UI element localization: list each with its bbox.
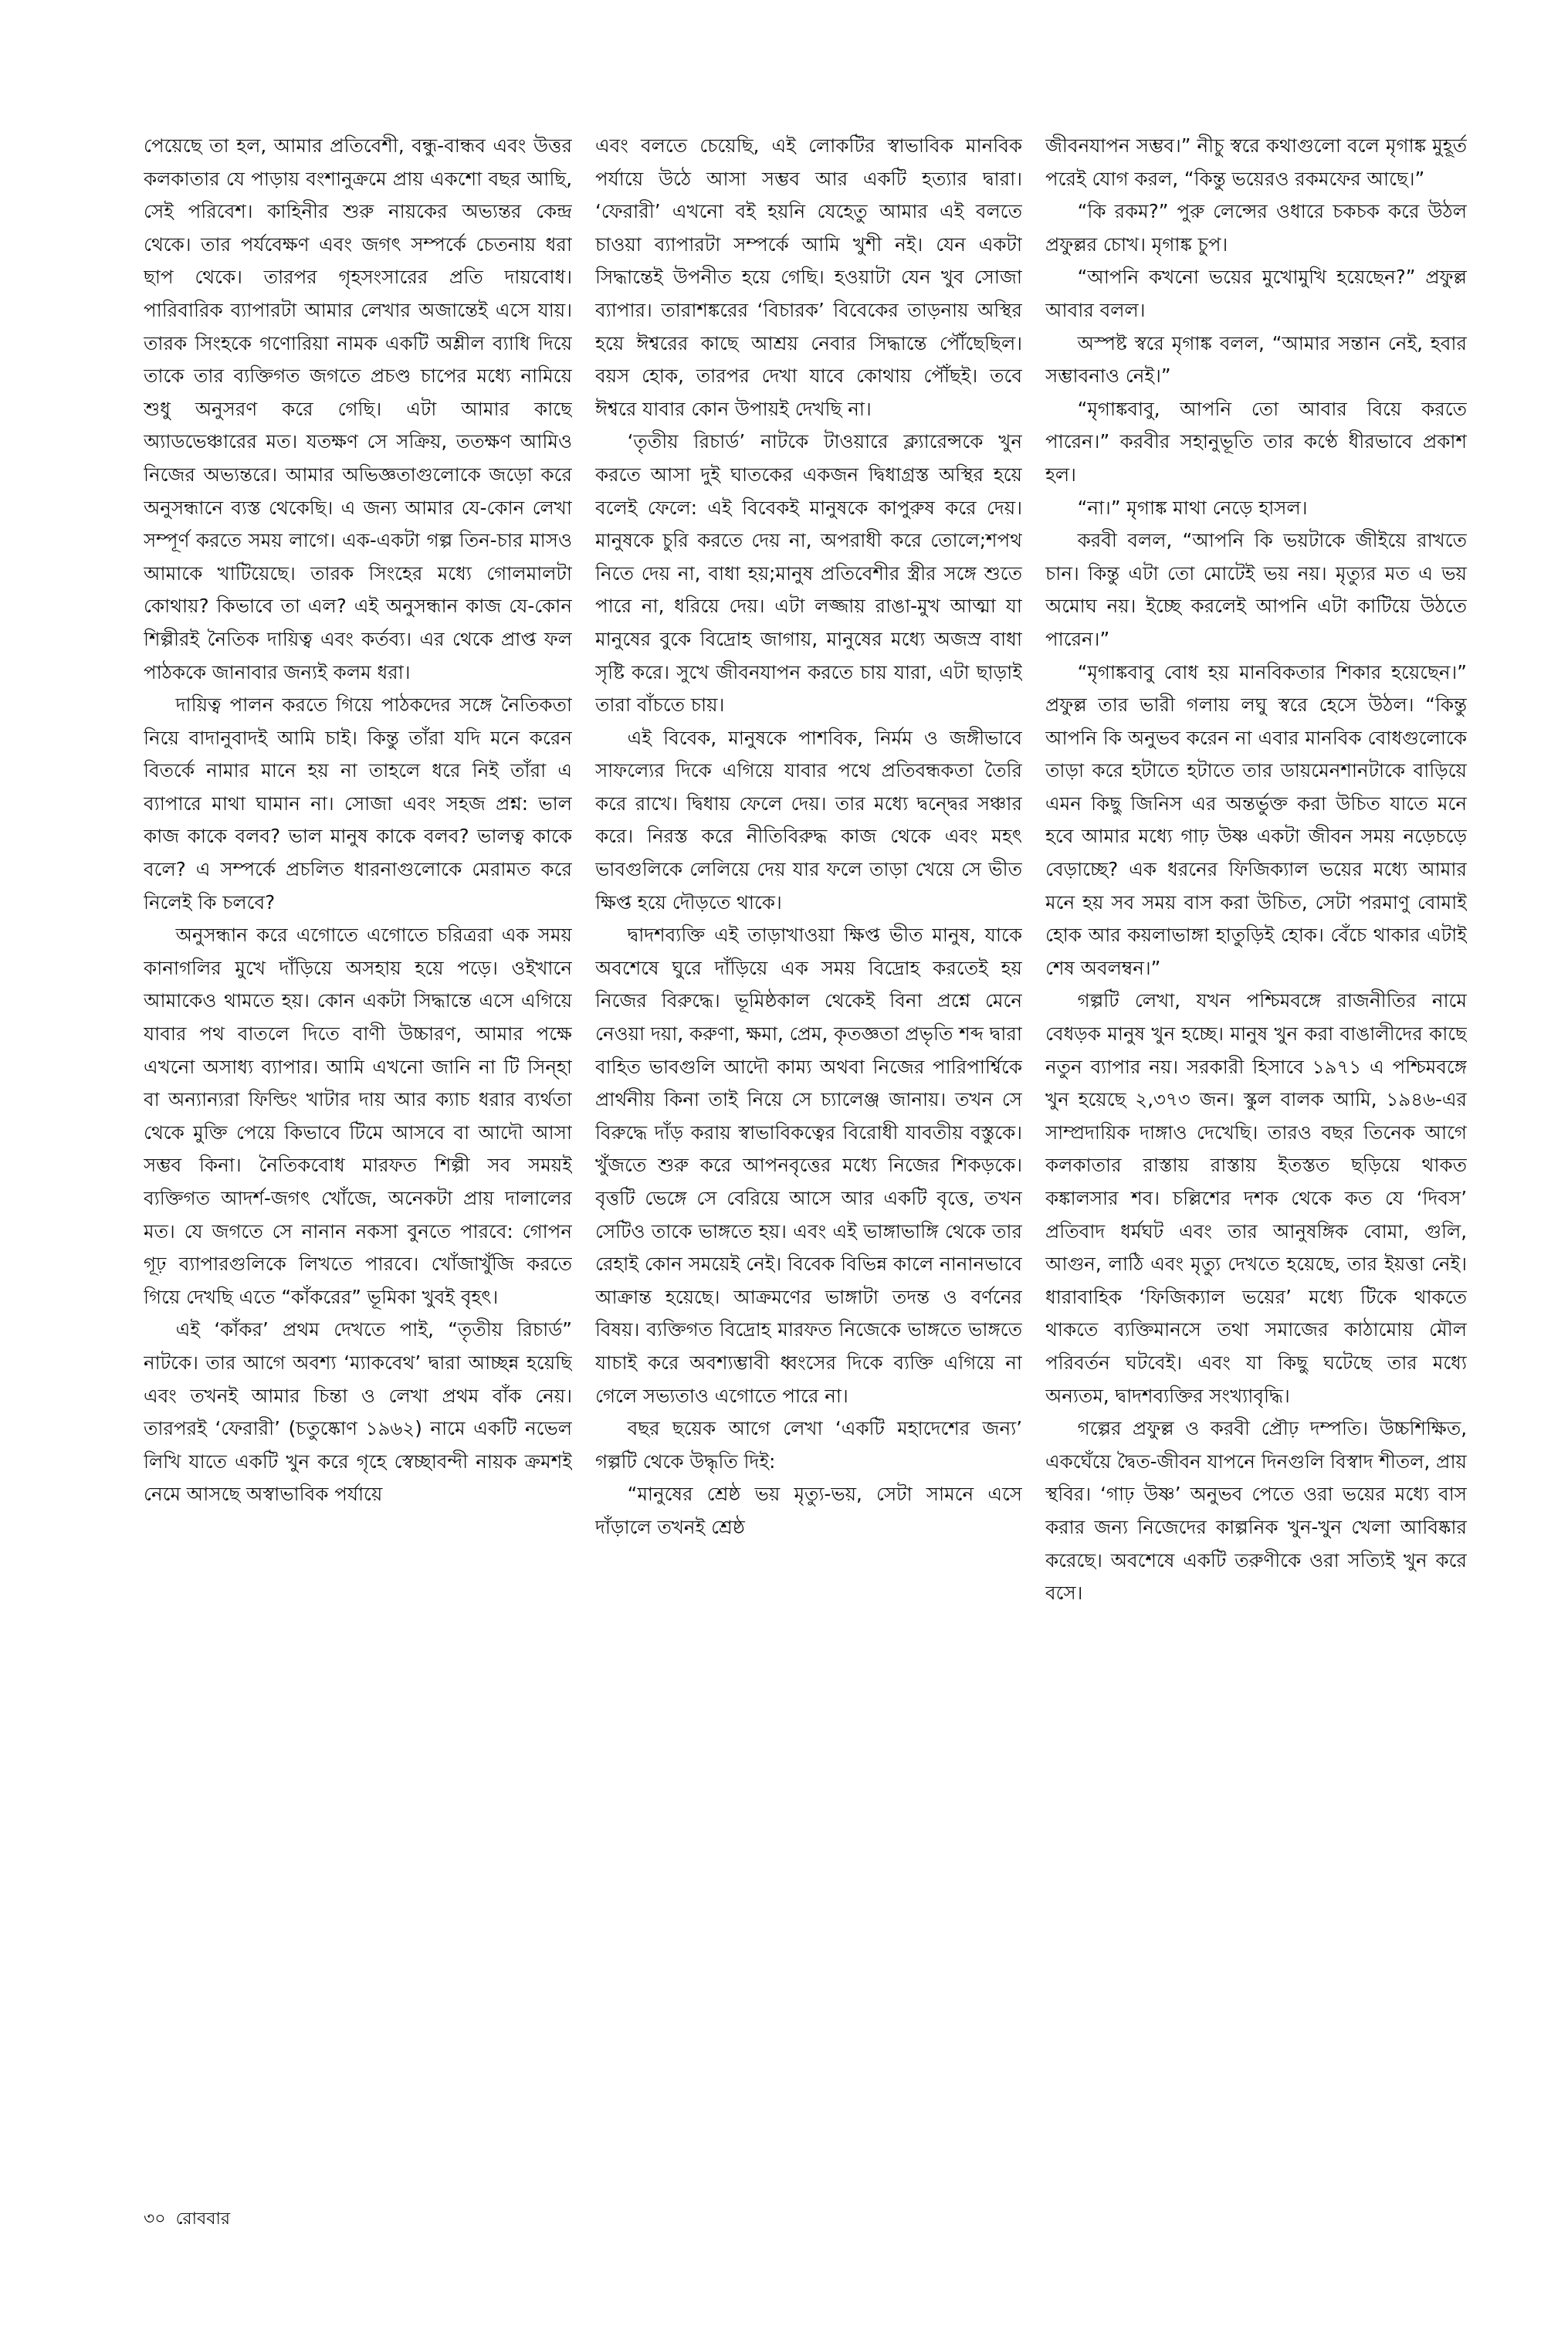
paragraph: গল্পটি লেখা, যখন পশ্চিমবঙ্গে রাজনীতির নামে বেধড়ক মানুষ খুন হচ্ছে। মানুষ খুন করা বাঙালীদের কাছে নতুন ব্যাপার নয়। সরকারী হিসাবে ১৯৭১ এ পশ্চিমবঙ্গে খুন হয়েছে ২,৩৭৩ জন। স্কুল বালক আমি, ১৯৪৬-এর সাম্প্রদায়িক দাঙ্গাও দেখেছি। তারও বছর তিনেক আগে কলকাতার রাস্তায় রাস্তায় ইতস্তত ছড়িয়ে থাকত কঙ্কালসার শব। চল্লিশের দশক থেকে কত যে ‘দিবস’ প্রতিবাদ ধর্মঘট এবং তার আনুষঙ্গিক বোমা, গুলি, আগুন, লাঠি এবং মৃত্যু দেখতে হয়েছে, তার ইয়ত্তা নেই। ধারাবাহিক ‘ফিজিক্যাল ভয়ের’ মধ্যে টিকে থাকতে থাকতে ব্যক্তিমানসে তথা সমাজের কাঠামোয় মৌল পরিবর্তন ঘটবেই। এবং যা কিছু ঘটেছে তার মধ্যে অন্যতম, দ্বাদশব্যক্তির সংখ্যাবৃদ্ধি। [1045, 989, 1467, 1407]
text-column-3 [1045, 130, 1467, 2114]
paragraph: এই ‘কাঁকর’ প্রথম দেখতে পাই, “তৃতীয় রিচার্ড” নাটকে। তার আগে অবশ্য ‘ম্যাকবেথ’ দ্বারা আচ্ছন্ন হয়েছি এবং তখনই আমার চিন্তা ও লেখা প্রথম বাঁক নেয়। তারপরই ‘ফেরারী’ (চতুষ্কোণ ১৯৬২) নামে একটি নভেল লিখি যাতে একটি খুন করে গৃহে স্বেচ্ছাবন্দী নায়ক ক্রমশই নেমে আসছে অস্বাভাবিক পর্যায়ে [144, 1318, 572, 1506]
paragraph: “মানুষের শ্রেষ্ঠ ভয় মৃত্যু-ভয়, সেটা সামনে এসে দাঁড়ালে তখনই শ্রেষ্ঠ [595, 1483, 1022, 1538]
paragraph: অনুসন্ধান করে এগোতে এগোতে চরিত্ররা এক সময় কানাগলির মুখে দাঁড়িয়ে অসহায় হয়ে পড়ে। ওইখানে আমাকেও থামতে হয়। কোন একটা সিদ্ধান্তে এসে এগিয়ে যাবার পথ বাতলে দিতে বাণী উচ্চারণ, আমার পক্ষে এখনো অসাধ্য ব্যাপার। আমি এখনো জানি না টি সিন্হা বা অন্যান্যরা ফিল্ডিং খাটার দায় আর ক্যাচ ধরার ব্যর্থতা থেকে মুক্তি পেয়ে কিভাবে টিমে আসবে বা আদৌ আসা সম্ভব কিনা। নৈতিকবোধ মারফত শিল্পী সব সময়ই ব্যক্তিগত আদর্শ-জগৎ খোঁজে, অনেকটা প্রায় দালালের মত। যে জগতে সে নানান নকসা বুনতে পারবে: গোপন গূঢ় ব্যাপারগুলিকে লিখতে পারবে। খোঁজাখুঁজি করতে গিয়ে দেখছি এতে “কাঁকরের” ভূমিকা খুবই বৃহৎ। [144, 924, 572, 1308]
page-folio [144, 2206, 235, 2234]
paragraph: দায়িত্ব পালন করতে গিয়ে পাঠকদের সঙ্গে নৈতিকতা নিয়ে বাদানুবাদই আমি চাই। কিন্তু তাঁরা যদি মনে করেন বিতর্কে নামার মানে হয় না তাহলে ধরে নিই তাঁরা এ ব্যাপারে মাথা ঘামান না। সোজা এবং সহজ প্রশ্ন: ভাল কাজ কাকে বলব? ভাল মানুষ কাকে বলব? ভালত্ব কাকে বলে? এ সম্পর্কে প্রচলিত ধারনাগুলোকে মেরামত করে নিলেই কি চলবে? [144, 693, 572, 914]
paragraph: “মৃগাঙ্কবাবু বোধ হয় মানবিকতার শিকার হয়েছেন।” প্রফুল্ল তার ভারী গলায় লঘু স্বরে হেসে উঠল। “কিন্তু আপনি কি অনুভব করেন না এবার মানবিক বোধগুলোকে তাড়া করে হটাতে হটাতে তার ডায়মেনশানটাকে বাড়িয়ে এমন কিছু জিনিস এর অন্তর্ভুক্ত করা উচিত যাতে মনে হবে আমার মধ্যে গাঢ় উষ্ণ একটা জীবন সময় নড়েচড়ে বেড়াচ্ছে? এক ধরনের ফিজিক্যাল ভয়ের মধ্যে আমার মনে হয় সব সময় বাস করা উচিত, সেটা পরমাণু বোমাই হোক আর কয়লাভাঙ্গা হাতুড়িই হোক। বেঁচে থাকার এটাই শেষ অবলম্বন।” [1045, 660, 1467, 979]
text-column-2 [595, 130, 1022, 2114]
magazine-name: রোববার [175, 2209, 230, 2229]
paragraph: “কি রকম?” পুরু লেন্সের ওধারে চকচক করে উঠল প্রফুল্লর চোখ। মৃগাঙ্ক চুপ। [1045, 200, 1467, 256]
paragraph: এই বিবেক, মানুষকে পাশবিক, নির্মম ও জঙ্গীভাবে সাফল্যের দিকে এগিয়ে যাবার পথে প্রতিবন্ধকতা তৈরি করে রাখে। দ্বিধায় ফেলে দেয়। তার মধ্যে দ্বন্দ্বের সঞ্চার করে। নিরস্ত করে নীতিবিরুদ্ধ কাজ থেকে এবং মহৎ ভাবগুলিকে লেলিয়ে দেয় যার ফলে তাড়া খেয়ে সে ভীত ক্ষিপ্ত হয়ে দৌড়তে থাকে। [595, 726, 1022, 914]
paragraph: “আপনি কখনো ভয়ের মুখোমুখি হয়েছেন?” প্রফুল্ল আবার বলল। [1045, 266, 1467, 321]
paragraph: করবী বলল, “আপনি কি ভয়টাকে জীইয়ে রাখতে চান। কিন্তু এটা তো মোটেই ভয় নয়। মৃত্যুর মত এ ভয় অমোঘ নয়। ইচ্ছে করলেই আপনি এটা কাটিয়ে উঠতে পারেন।” [1045, 529, 1467, 650]
paragraph: জীবনযাপন সম্ভব।” নীচু স্বরে কথাগুলো বলে মৃগাঙ্ক মুহূর্ত পরেই যোগ করল, “কিন্তু ভয়েরও রকমফের আছে।” [1045, 134, 1467, 190]
paragraph: গল্পের প্রফুল্ল ও করবী প্রৌঢ় দম্পতি। উচ্চশিক্ষিত, একঘেঁয়ে দ্বৈত-জীবন যাপনে দিনগুলি বিস্বাদ শীতল, প্রায় স্থবির। ‘গাঢ় উষ্ণ’ অনুভব পেতে ওরা ভয়ের মধ্যে বাস করার জন্য নিজেদের কাল্পনিক খুন-খুন খেলা আবিষ্কার করেছে। অবশেষে একটি তরুণীকে ওরা সত্যিই খুন করে বসে। [1045, 1417, 1467, 1605]
paragraph: ‘তৃতীয় রিচার্ড’ নাটকে টাওয়ারে ক্ল্যারেন্সকে খুন করতে আসা দুই ঘাতকের একজন দ্বিধাগ্রস্ত অস্থির হয়ে বলেই ফেলে: এই বিবেকই মানুষকে কাপুরুষ করে দেয়। মানুষকে চুরি করতে দেয় না, অপরাধী করে তোলে;শপথ নিতে দেয় না, বাধা হয়;মানুষ প্রতিবেশীর স্ত্রীর সঙ্গে শুতে পারে না, ধরিয়ে দেয়। এটা লজ্জায় রাঙা-মুখ আত্মা যা মানুষের বুকে বিদ্রোহ জাগায়, মানুষের মধ্যে অজস্র বাধা সৃষ্টি করে। সুখে জীবনযাপন করতে চায় যারা, এটা ছাড়াই তারা বাঁচতে চায়। [595, 430, 1022, 717]
paragraph: “না।” মৃগাঙ্ক মাথা নেড়ে হাসল। [1077, 496, 1308, 519]
paragraph: অস্পষ্ট স্বরে মৃগাঙ্ক বলল, “আমার সন্তান নেই, হবার সম্ভাবনাও নেই।” [1045, 331, 1467, 388]
paragraph: বছর ছয়েক আগে লেখা ‘একটি মহাদেশের জন্য’ গল্পটি থেকে উদ্ধৃতি দিই: [595, 1417, 1022, 1473]
page-number: ৩০ [144, 2209, 166, 2229]
paragraph: পেয়েছে তা হল, আমার প্রতিবেশী, বন্ধু-বান্ধব এবং উত্তর কলকাতার যে পাড়ায় বংশানুক্রমে প্রায় একশো বছর আছি, সেই পরিবেশ। কাহিনীর শুরু নায়কের অভ্যন্তর কেন্দ্র থেকে। তার পর্যবেক্ষণ এবং জগৎ সম্পর্কে চেতনায় ধরা ছাপ থেকে। তারপর গৃহসংসারের প্রতি দায়বোধ। পারিবারিক ব্যাপারটা আমার লেখার অজান্তেই এসে যায়। তারক সিংহকে গণোরিয়া নামক একটি অশ্লীল ব্যাধি দিয়ে তাকে তার ব্যক্তিগত জগতে প্রচণ্ড চাপের মধ্যে নামিয়ে শুধু অনুসরণ করে গেছি। এটা আমার কাছে অ্যাডভেঞ্চারের মত। যতক্ষণ সে সক্রিয়, ততক্ষণ আমিও নিজের অভ্যন্তরে। আমার অভিজ্ঞতাগুলোকে জড়ো করে অনুসন্ধানে ব্যস্ত থেকেছি। এ জন্য আমার যে-কোন লেখা সম্পূর্ণ করতে সময় লাগে। এক-একটা গল্প তিন-চার মাসও আমাকে খাটিয়েছে। তারক সিংহের মধ্যে গোলমালটা কোথায়? কিভাবে তা এল? এই অনুসন্ধান কাজ যে-কোন শিল্পীরই নৈতিক দায়িত্ব এবং কর্তব্য। এর থেকে প্রাপ্ত ফল পাঠককে জানাবার জন্যই কলম ধরা। [144, 134, 572, 683]
paragraph: “মৃগাঙ্কবাবু, আপনি তো আবার বিয়ে করতে পারেন।” করবীর সহানুভূতি তার কণ্ঠে ধীরভাবে প্রকাশ হল। [1045, 397, 1467, 486]
text-column-1 [144, 130, 572, 2114]
paragraph: এবং বলতে চেয়েছি, এই লোকটির স্বাভাবিক মানবিক পর্যায়ে উঠে আসা সম্ভব আর একটি হত্যার দ্বারা। ‘ফেরারী’ এখনো বই হয়নি যেহেতু আমার এই বলতে চাওয়া ব্যাপারটা সম্পর্কে আমি খুশী নই। যেন একটা সিদ্ধান্তেই উপনীত হয়ে গেছি। হওয়াটা যেন খুব সোজা ব্যাপার। তারাশঙ্করের ‘বিচারক’ বিবেকের তাড়নায় অস্থির হয়ে ঈশ্বরের কাছে আশ্রয় নেবার সিদ্ধান্তে পৌঁছেছিল। বয়স হোক, তারপর দেখা যাবে কোথায় পৌঁছই। তবে ঈশ্বরে যাবার কোন উপায়ই দেখছি না। [595, 134, 1022, 420]
paragraph: দ্বাদশব্যক্তি এই তাড়াখাওয়া ক্ষিপ্ত ভীত মানুষ, যাকে অবশেষে ঘুরে দাঁড়িয়ে এক সময় বিদ্রোহ করতেই হয় নিজের বিরুদ্ধে। ভূমিষ্ঠকাল থেকেই বিনা প্রশ্নে মেনে নেওয়া দয়া, করুণা, ক্ষমা, প্রেম, কৃতজ্ঞতা প্রভৃতি শব্দ দ্বারা বাহিত ভাবগুলি আদৌ কাম্য অথবা নিজের পারিপার্শ্বিকে প্রার্থনীয় কিনা তাই নিয়ে সে চ্যালেঞ্জ জানায়। তখন সে বিরুদ্ধে দাঁড় করায় স্বাভাবিকত্বের বিরোধী যাবতীয় বস্তুকে। খুঁজতে শুরু করে আপনবৃত্তের মধ্যে নিজের শিকড়কে। বৃত্তটি ভেঙ্গে সে বেরিয়ে আসে আর একটি বৃত্তে, তখন সেটিও তাকে ভাঙ্গতে হয়। এবং এই ভাঙ্গাভাঙ্গি থেকে তার রেহাই কোন সময়েই নেই। বিবেক বিভিন্ন কালে নানানভাবে আক্রান্ত হয়েছে। আক্রমণের ভাঙ্গাটা তদন্ত ও বর্ণনের বিষয়। ব্যক্তিগত বিদ্রোহ মারফত নিজেকে ভাঙ্গতে ভাঙ্গতে যাচাই করে অবশ্যম্ভাবী ধ্বংসের দিকে ব্যক্তি এগিয়ে না গেলে সভ্যতাও এগোতে পারে না। [595, 924, 1022, 1407]
